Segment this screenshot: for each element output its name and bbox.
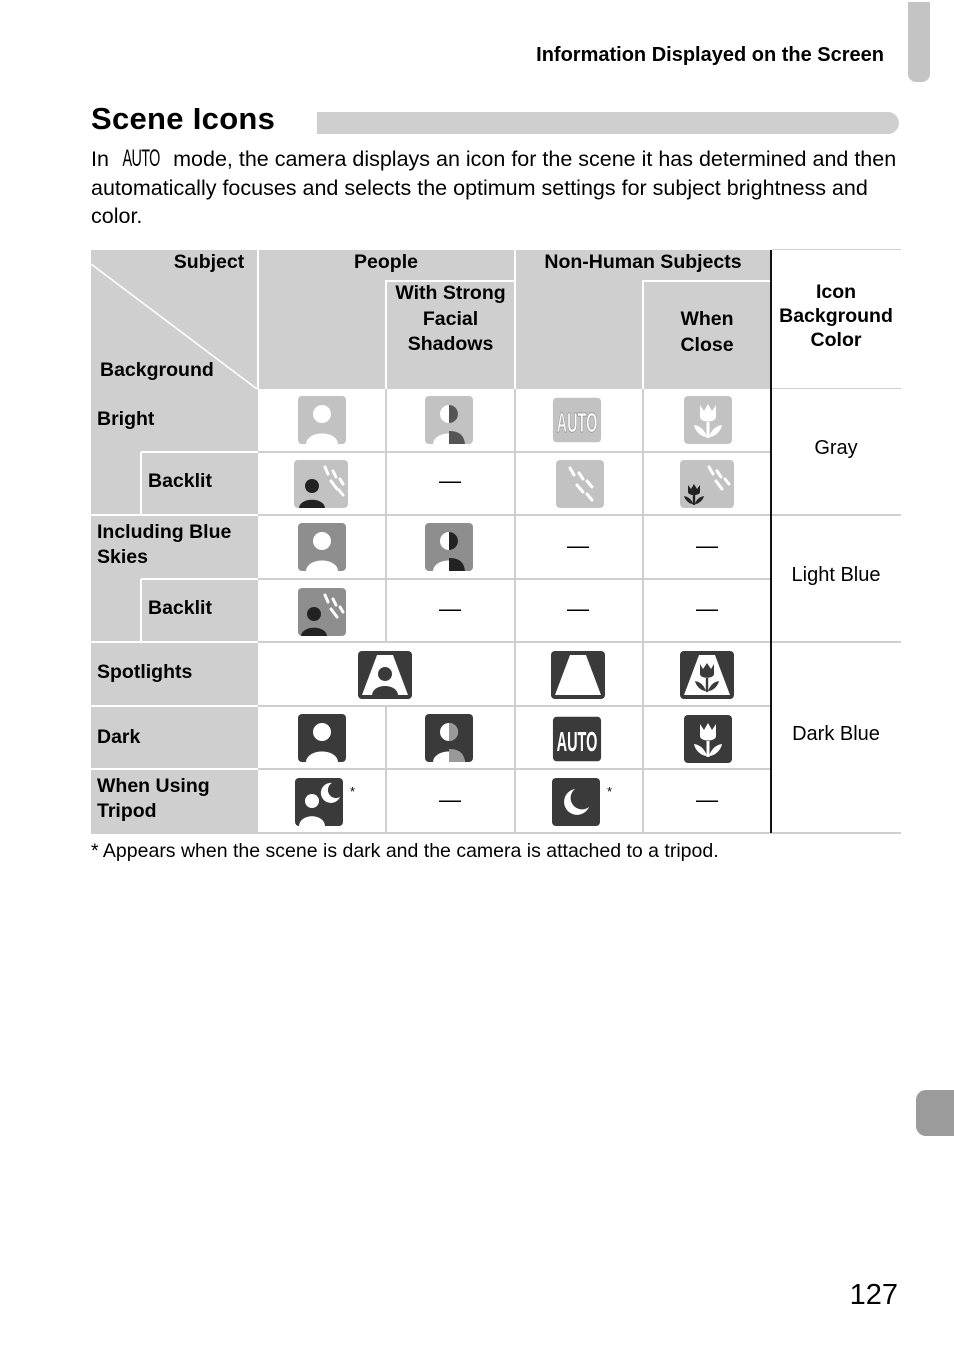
macro-flower-icon: [683, 714, 733, 764]
page-edge-tab: [908, 2, 930, 82]
row-label-blue-backlit: Backlit: [148, 597, 212, 619]
footnote-marker: *: [350, 784, 356, 799]
corner-background-label: Background: [100, 359, 214, 381]
svg-text:AUTO: AUTO: [556, 407, 598, 439]
spotlight-portrait-icon: [357, 650, 413, 700]
portrait-icon: [297, 395, 347, 445]
dash: —: [567, 533, 589, 558]
header-nonhuman-close: When Close: [680, 308, 734, 356]
auto-icon: [552, 714, 602, 764]
section-title: Scene Icons: [91, 101, 276, 136]
night-portrait-icon: [294, 777, 344, 827]
page-edge-tab: [916, 1090, 954, 1136]
dash: —: [696, 787, 718, 812]
svg-text:AUTO: AUTO: [556, 726, 598, 758]
macro-flower-icon: [683, 395, 733, 445]
spotlight-icon: [550, 650, 606, 700]
color-label-light-blue: Light Blue: [791, 564, 881, 586]
backlit-macro-icon: [679, 459, 735, 509]
intro-paragraph: In AUTO mode, the camera displays an icon for the scene it has determined and then automatically focuses and selects the optimum settings for subject brightness and color.: [91, 145, 897, 228]
portrait-icon: [297, 522, 347, 572]
footnote-marker: *: [607, 784, 613, 799]
footnote: * Appears when the scene is dark and the camera is attached to a tripod.: [91, 840, 719, 862]
color-label-gray: Gray: [814, 437, 858, 459]
corner-subject-label: Subject: [173, 251, 245, 273]
backlit-icon: [555, 459, 605, 509]
auto-mode-icon: AUTO: [122, 145, 160, 172]
dash: —: [439, 787, 461, 812]
row-label-blue-skies: Including Blue Skies: [97, 521, 232, 568]
portrait-icon: [297, 713, 347, 763]
running-header: Information Displayed on the Screen: [536, 44, 884, 66]
header-icon-bg-color: Icon Background Color: [779, 281, 893, 351]
night-icon: [551, 777, 601, 827]
title-rule: [317, 112, 899, 134]
header-nonhuman: Non-Human Subjects: [544, 251, 742, 273]
header-people-shadows: With Strong Facial Shadows: [395, 282, 506, 355]
dash: —: [567, 596, 589, 621]
portrait-shadow-icon: [424, 395, 474, 445]
backlit-portrait-icon: [293, 459, 349, 509]
portrait-shadow-icon: [424, 713, 474, 763]
auto-icon: [552, 395, 602, 445]
dash: —: [439, 468, 461, 493]
row-label-dark: Dark: [97, 726, 141, 748]
header-people: People: [354, 251, 418, 273]
dash: —: [696, 596, 718, 621]
dash: —: [439, 596, 461, 621]
dash: —: [696, 533, 718, 558]
portrait-shadow-icon: [424, 522, 474, 572]
backlit-portrait-icon: [297, 587, 347, 637]
color-label-dark-blue: Dark Blue: [792, 723, 880, 745]
page-number: 127: [849, 1279, 898, 1311]
row-label-spotlights: Spotlights: [97, 661, 193, 683]
row-label-tripod: When Using Tripod: [97, 775, 210, 822]
spotlight-macro-icon: [679, 650, 735, 700]
row-label-bright: Bright: [97, 408, 155, 430]
row-label-bright-backlit: Backlit: [148, 470, 212, 492]
